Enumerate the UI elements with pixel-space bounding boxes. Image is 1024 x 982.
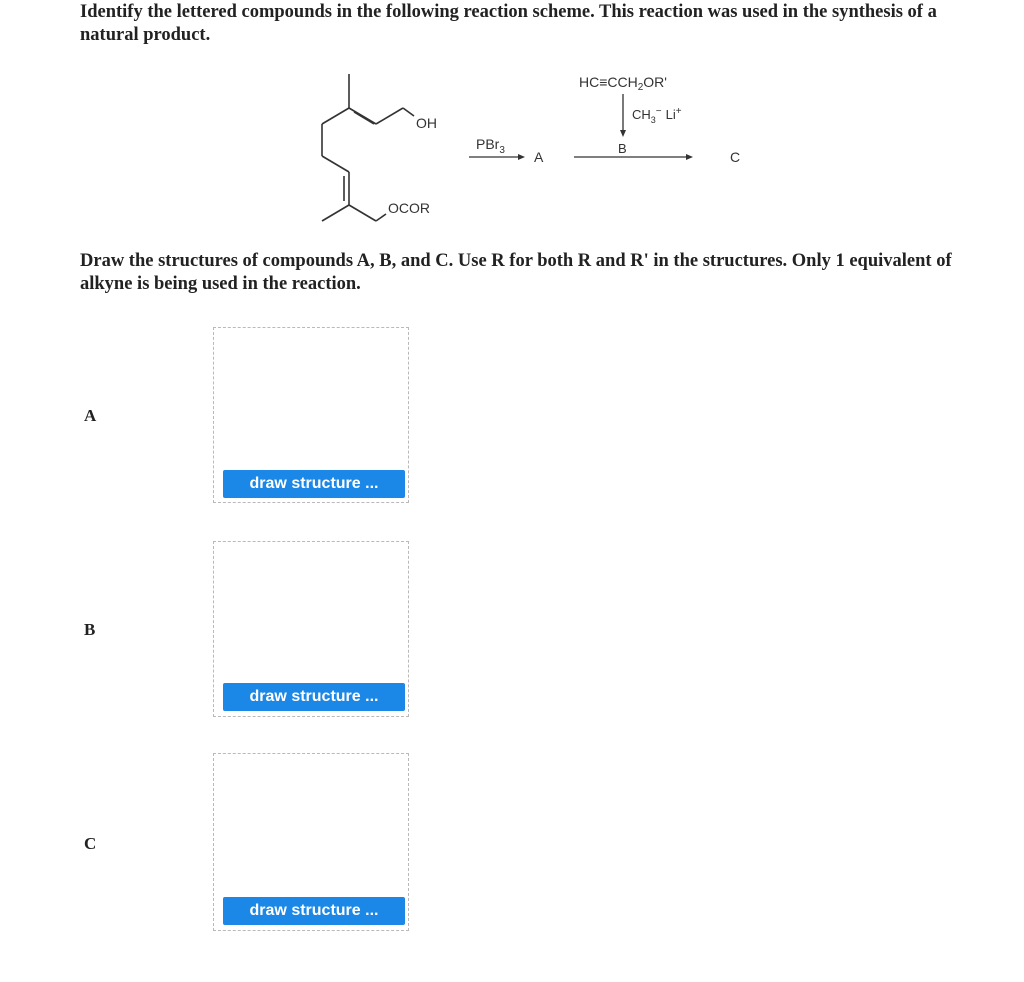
answer-c-label: C — [84, 834, 97, 853]
compound-b-label: B — [618, 141, 627, 156]
compound-a-label: A — [534, 149, 544, 165]
draw-structure-b-button[interactable]: draw structure ... — [223, 683, 405, 711]
answer-a-box[interactable] — [213, 327, 409, 503]
question-instructions: Draw the structures of compounds A, B, and C. Use R for both R and R' in the structures. Only 1 equivalent of alkyne is being used in the reaction. — [80, 251, 952, 294]
hydroxyl-label: OH — [416, 115, 437, 131]
draw-structure-c-button[interactable]: draw structure ... — [223, 897, 405, 925]
answer-b-label: B — [84, 620, 96, 639]
ester-label: OCOR — [388, 200, 430, 216]
starting-material-skeleton — [322, 74, 414, 221]
reaction-scheme — [0, 0, 1024, 240]
arrow-2-head — [686, 154, 693, 160]
question-intro: Identify the lettered compounds in the following reaction scheme. This reaction was used in the synthesis of a natural product. — [80, 2, 937, 45]
arrow-1-head — [518, 154, 525, 160]
draw-structure-a-button[interactable]: draw structure ... — [223, 470, 405, 498]
answer-c-box[interactable] — [213, 753, 409, 931]
compound-c-label: C — [730, 149, 741, 165]
answer-a-label: A — [84, 406, 97, 425]
answer-b-box[interactable] — [213, 541, 409, 717]
reagent-methyllithium: $CH_3^-$ Li+ — [632, 106, 682, 125]
reagent-alkyne: $HC\equiv CCH_2OR'$ — [579, 74, 667, 93]
reagent-pbr3: PBr$_3$ — [476, 136, 505, 156]
